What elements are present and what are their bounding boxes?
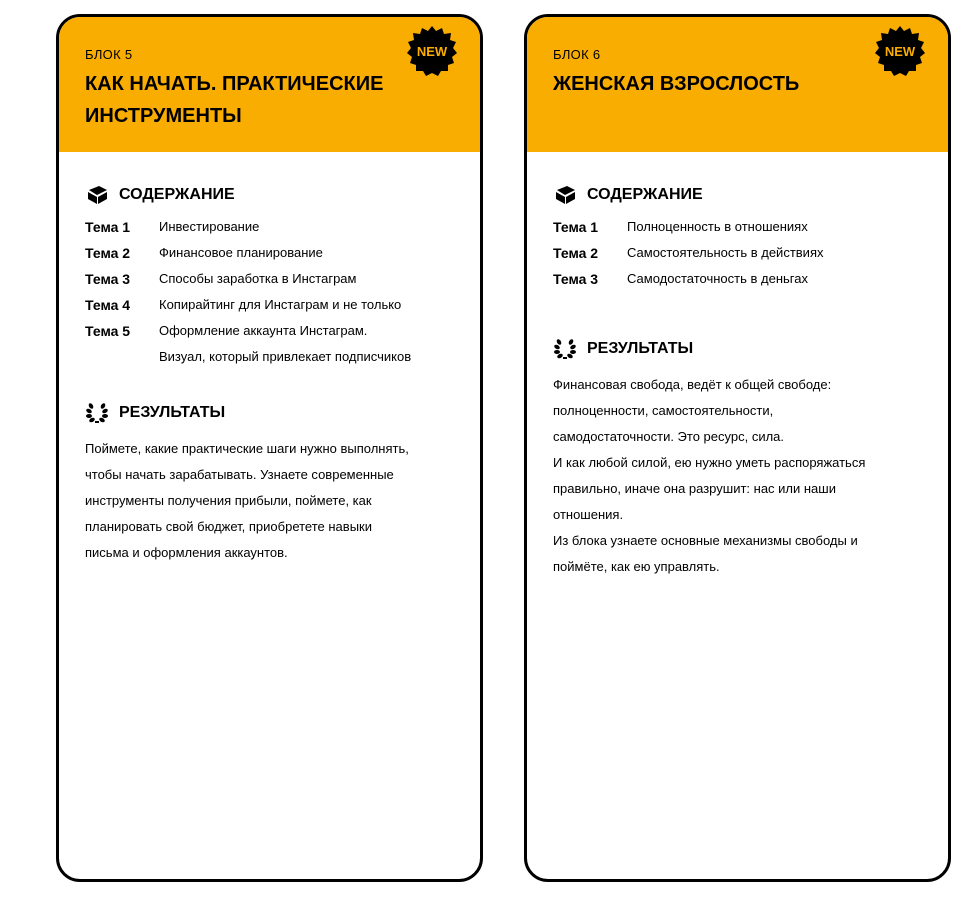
card-header: [59, 17, 480, 152]
topic-row: [85, 266, 454, 292]
topic-row: [85, 240, 454, 266]
new-badge-icon: [874, 25, 926, 77]
topic-name: Инвестирование: [159, 219, 260, 234]
topic-name: Полноценность в отношениях: [627, 219, 808, 234]
results-text: [553, 372, 922, 580]
topic-name: [159, 318, 411, 370]
topic-row: [85, 214, 454, 240]
content-heading-text: СОДЕРЖАНИЕ: [587, 186, 703, 203]
new-badge-icon: [406, 25, 458, 77]
content-heading: [553, 184, 922, 206]
results-section: [85, 402, 454, 566]
card-body: [59, 152, 480, 566]
new-badge: [874, 25, 926, 77]
topic-name: Самодостаточность в деньгах: [627, 271, 808, 286]
block-card-5: [56, 14, 483, 882]
results-heading-text: РЕЗУЛЬТАТЫ: [119, 404, 226, 421]
results-line: Финансовая свобода, ведёт к общей свободе:: [553, 377, 832, 392]
topic-number: Тема 2: [553, 245, 599, 261]
topic-name-line: Визуал, который привлекает подписчиков: [159, 349, 412, 364]
results-line: отношения.: [553, 507, 624, 522]
topic-number: Тема 4: [85, 297, 131, 313]
topic-name: Способы заработка в Инстаграм: [159, 271, 357, 286]
block-label: БЛОК 5: [85, 47, 133, 62]
results-text: [85, 436, 454, 566]
results-heading: [553, 338, 922, 360]
book-icon: [85, 184, 109, 206]
topic-number: Тема 3: [85, 271, 131, 287]
block-title: [85, 68, 454, 132]
card-body: [527, 152, 948, 580]
book-icon: [553, 184, 577, 206]
topic-row: [85, 318, 454, 370]
results-line: И как любой силой, ею нужно уметь распоряжаться: [553, 455, 866, 470]
content-heading: [85, 184, 454, 206]
laurel-icon: [553, 338, 577, 360]
results-line: Из блока узнаете основные механизмы свободы и: [553, 533, 858, 548]
block-title: [553, 68, 922, 100]
results-line: правильно, иначе она разрушит: нас или наши: [553, 481, 836, 496]
content-heading-text: СОДЕРЖАНИЕ: [119, 186, 235, 203]
topic-name-line: Оформление аккаунта Инстаграм.: [159, 323, 368, 338]
topic-number: Тема 1: [85, 219, 131, 235]
card-header: [527, 17, 948, 152]
topic-number: Тема 2: [85, 245, 131, 261]
topic-name: Самостоятельность в действиях: [627, 245, 824, 260]
topic-name: Финансовое планирование: [159, 245, 323, 260]
topic-row: [85, 292, 454, 318]
topic-number: Тема 5: [85, 323, 131, 339]
block-label: БЛОК 6: [553, 47, 601, 62]
topic-row: [553, 240, 922, 266]
topics-list: [85, 214, 454, 370]
topics-list: [553, 214, 922, 292]
topic-number: Тема 1: [553, 219, 599, 235]
laurel-icon: [85, 402, 109, 424]
block-title-line: ИНСТРУМЕНТЫ: [85, 105, 242, 127]
results-line: поймёте, как ею управлять.: [553, 559, 720, 574]
results-line: полноценности, самостоятельности,: [553, 403, 774, 418]
block-title-line: ЖЕНСКАЯ ВЗРОСЛОСТЬ: [553, 73, 800, 95]
results-line: Поймете, какие практические шаги нужно выполнять,: [85, 441, 409, 456]
results-line: самодостаточности. Это ресурс, сила.: [553, 429, 785, 444]
topic-row: [553, 214, 922, 240]
results-line: планировать свой бюджет, приобретете навыки: [85, 519, 372, 534]
badge-text: NEW: [416, 44, 448, 59]
topic-number: Тема 3: [553, 271, 599, 287]
results-heading-text: РЕЗУЛЬТАТЫ: [587, 340, 694, 357]
results-line: письма и оформления аккаунтов.: [85, 545, 288, 560]
results-line: инструменты получения прибыли, поймете, как: [85, 493, 372, 508]
topic-name: Копирайтинг для Инстаграм и не только: [159, 297, 402, 312]
block-card-6: [524, 14, 951, 882]
topic-row: [553, 266, 922, 292]
new-badge: [406, 25, 458, 77]
results-section: [553, 338, 922, 580]
results-line: чтобы начать зарабатывать. Узнаете современные: [85, 467, 394, 482]
badge-text: NEW: [884, 44, 916, 59]
results-heading: [85, 402, 454, 424]
block-title-line: КАК НАЧАТЬ. ПРАКТИЧЕСКИЕ: [85, 73, 384, 95]
